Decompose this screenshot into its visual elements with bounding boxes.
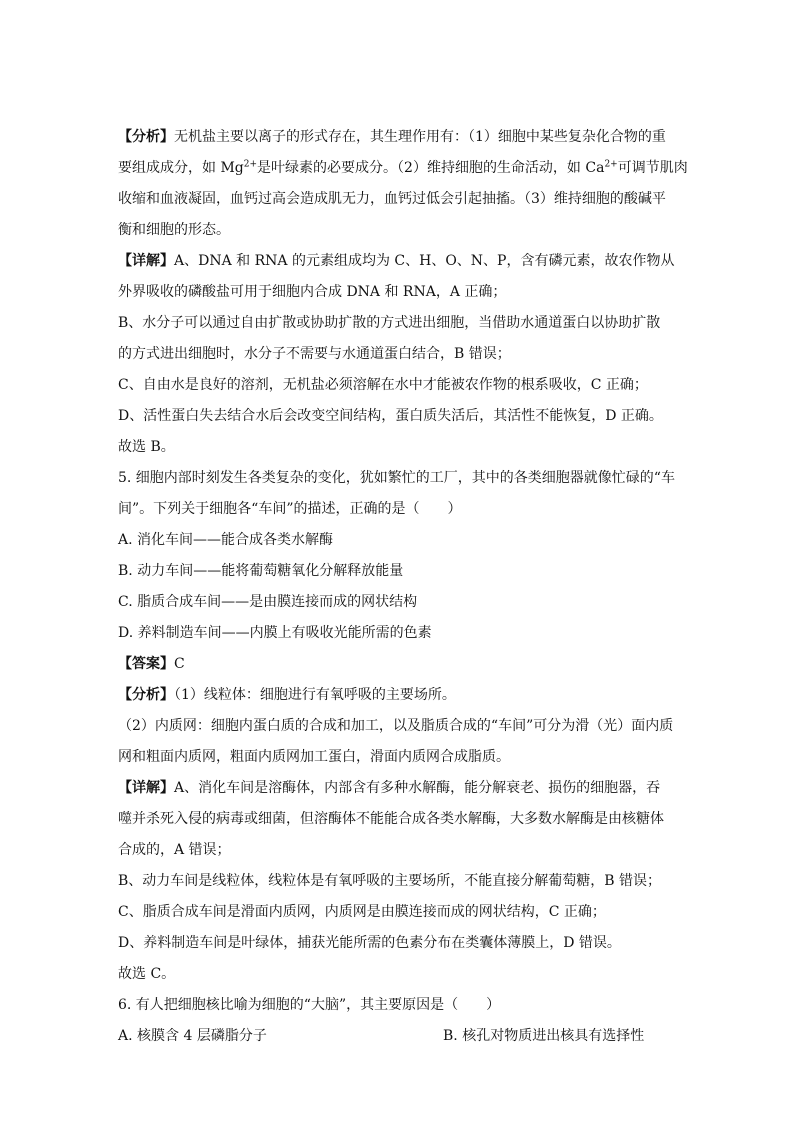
analysis-text: 可调节肌肉 bbox=[617, 160, 688, 176]
analysis-text: 要组成成分，如 Mg bbox=[118, 160, 244, 176]
explanation-2-line-2: 噬并杀死入侵的病毒或细菌，但溶酶体不能能合成各类水解酶，大多数水解酶是由核糖体 bbox=[118, 811, 664, 827]
question-5-option-a: A. 消化车间——能合成各类水解酶 bbox=[118, 532, 334, 548]
question-5-stem-line-1: 5. 细胞内部时刻发生各类复杂的变化，犹如繁忙的工厂，其中的各类细胞器就像忙碌的“车 bbox=[118, 470, 675, 486]
superscript: 2+ bbox=[604, 159, 618, 170]
answer-value: C bbox=[174, 656, 185, 672]
document-content bbox=[118, 122, 688, 1052]
question-5-answer bbox=[118, 649, 678, 680]
analysis-line-4: 衡和细胞的形态。 bbox=[118, 222, 230, 238]
explanation-line-5: C、自由水是良好的溶剂，无机盐必须溶解在水中才能被农作物的根系吸收，C 正确； bbox=[118, 377, 648, 393]
analysis-line-3: 收缩和血液凝固，血钙过高会造成肌无力，血钙过低会引起抽搐。（3）维持细胞的酸碱平 bbox=[118, 191, 666, 207]
analysis-2-line-3: 网和粗面内质网，粗面内质网加工蛋白，滑面内质网合成脂质。 bbox=[118, 749, 510, 765]
explanation-2-line-6: D、养料制造车间是叶绿体，捕获光能所需的色素分布在类囊体薄膜上，D 错误。 bbox=[118, 935, 621, 951]
question-5-option-d: D. 养料制造车间——内膜上有吸收光能所需的色素 bbox=[118, 625, 432, 641]
analysis-text: 无机盐主要以离子的形式存在，其生理作用有：（1）细胞中某些复杂化合物的重 bbox=[174, 129, 666, 145]
explanation-2-line-1 bbox=[118, 773, 678, 804]
superscript: 2+ bbox=[243, 159, 258, 170]
analysis-line-1 bbox=[118, 122, 678, 153]
question-5-stem-line-2: 间”。下列关于细胞各“车间”的描述，正确的是（ ） bbox=[118, 501, 462, 517]
explanation-line-6: D、活性蛋白失去结合水后会改变空间结构，蛋白质失活后，其活性不能恢复，D 正确。 bbox=[118, 408, 663, 424]
explanation-2-line-7: 故选 C。 bbox=[118, 966, 176, 982]
analysis-text: 是叶绿素的必要成分。（2）维持细胞的生命活动，如 Ca bbox=[257, 160, 605, 176]
question-6-stem: 6. 有人把细胞核比喻为细胞的“大脑”，其主要原因是（ ） bbox=[118, 997, 501, 1013]
question-6-options-row bbox=[118, 1021, 678, 1052]
explanation-tag: 【详解】 bbox=[118, 780, 174, 796]
explanation-text: A、消化车间是溶酶体，内部含有多种水解酶，能分解衰老、损伤的细胞器，吞 bbox=[174, 780, 661, 796]
answer-tag: 【答案】 bbox=[118, 656, 174, 672]
analysis-text: （1）线粒体：细胞进行有氧呼吸的主要场所。 bbox=[174, 687, 456, 703]
explanation-line-7: 故选 B。 bbox=[118, 439, 175, 455]
explanation-2-line-3: 合成的，A 错误； bbox=[118, 842, 231, 858]
explanation-line-2: 外界吸收的磷酸盐可用于细胞内合成 DNA 和 RNA，A 正确； bbox=[118, 284, 507, 300]
question-5-option-c: C. 脂质合成车间——是由膜连接而成的网状结构 bbox=[118, 594, 418, 610]
analysis-2-line-2: （2）内质网：细胞内蛋白质的合成和加工，以及脂质合成的“车间”可分为滑（光）面内质 bbox=[118, 718, 674, 734]
explanation-text: A、DNA 和 RNA 的元素组成均为 C、H、O、N、P，含有磷元素，故农作物从 bbox=[174, 253, 675, 269]
explanation-line-3: B、水分子可以通过自由扩散或协助扩散的方式进出细胞，当借助水通道蛋白以协助扩散 bbox=[118, 315, 661, 331]
analysis-tag: 【分析】 bbox=[118, 687, 174, 703]
question-6-option-a: A. 核膜含 4 层磷脂分子 bbox=[118, 1028, 267, 1044]
explanation-line-4: 的方式进出细胞时，水分子不需要与水通道蛋白结合，B 错误； bbox=[118, 346, 511, 362]
explanation-tag: 【详解】 bbox=[118, 253, 174, 269]
explanation-line-1 bbox=[118, 246, 678, 277]
explanation-2-line-5: C、脂质合成车间是滑面内质网，内质网是由膜连接而成的网状结构，C 正确； bbox=[118, 904, 606, 920]
analysis-2-line-1 bbox=[118, 680, 678, 711]
explanation-2-line-4: B、动力车间是线粒体，线粒体是有氧呼吸的主要场所，不能直接分解葡萄糖，B 错误； bbox=[118, 873, 662, 889]
analysis-tag: 【分析】 bbox=[118, 129, 174, 145]
analysis-line-2 bbox=[118, 153, 688, 184]
question-5-option-b: B. 动力车间——能将葡萄糖氧化分解释放能量 bbox=[118, 563, 404, 579]
question-6-option-b: B. 核孔对物质进出核具有选择性 bbox=[443, 1028, 645, 1044]
